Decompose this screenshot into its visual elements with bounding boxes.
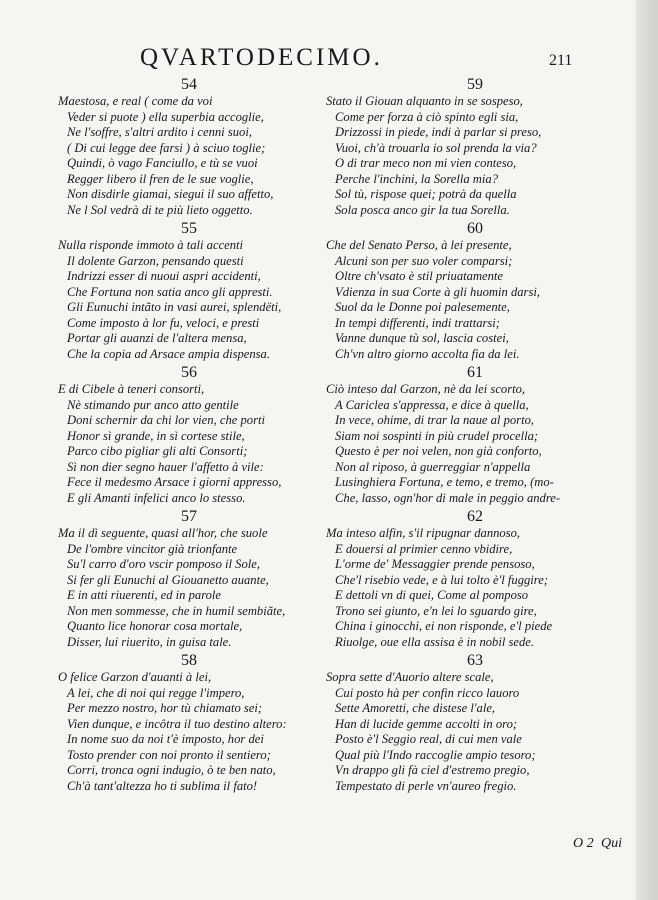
verse-line: Maestosa, e real ( come da voi — [58, 94, 213, 108]
verse-line: China i ginocchi, ei non risponde, e'l piede — [335, 619, 553, 633]
stanza — [58, 508, 320, 650]
verse-line: Han di lucide gemme accolti in oro; — [335, 716, 518, 731]
verse-line: Lusinghiera Fortuna, e temo, e tremo, (mo- — [335, 475, 554, 489]
verse-line: Quindi, ò vago Fanciullo, e tù se vuoi — [67, 156, 258, 170]
verse-line: Trono sei giunto, e'n lei lo sguardo gire, — [335, 603, 537, 618]
verse-line: Quanto lice honorar cosa mortale, — [67, 619, 243, 633]
verse-line: Doni schernir da chi lor vien, che porti — [67, 413, 265, 427]
verse-line: Cui posto hà per confin ricco lauoro — [335, 685, 520, 700]
verse-line: Non al riposo, à guerreggiar n'appella — [335, 459, 531, 474]
verse-line: Sì non dier segno hauer l'affetto à vile: — [67, 459, 264, 474]
verse-line: Questo è per noi velen, non già conforto, — [335, 444, 542, 458]
stanza — [326, 220, 624, 362]
verse-line: Ma il dì seguente, quasi all'hor, che suole — [58, 526, 268, 540]
stanza-number: 54 — [181, 76, 197, 93]
verse-line: Nulla risponde immoto à tali accenti — [58, 238, 244, 252]
verse-line: Riuolge, oue ella assisa è in nobil sede. — [335, 634, 535, 649]
verse-line: Ch'à tant'altezza ho ti sublima il fato! — [67, 778, 258, 793]
stanza-number: 59 — [467, 76, 483, 93]
verse-line: E douersi al primier cenno vbidire, — [335, 541, 513, 556]
verse-line: Che, lasso, ogn'hor di male in peggio andre- — [335, 490, 561, 505]
left-column — [58, 76, 320, 796]
stanza-number: 63 — [467, 652, 483, 669]
verse-line: Vanne dunque tù sol, lascia costei, — [335, 331, 509, 345]
stanza-number: 60 — [467, 220, 483, 237]
verse-line: Si fer gli Eunuchi al Giouanetto auante, — [67, 572, 269, 587]
verse-line: Come per forza à ciò spinto egli sia, — [335, 109, 519, 124]
stanza-number: 56 — [181, 364, 197, 381]
verse-line: Sopra sette d'Auorio altere scale, — [326, 670, 494, 684]
verse-line: Portar gli auanzi de l'altera mensa, — [67, 331, 247, 345]
verse-line: Il dolente Garzon, pensando questi — [67, 253, 244, 268]
verse-line: Sette Amoretti, che distese l'ale, — [335, 701, 496, 715]
stanza-number: 61 — [467, 364, 483, 381]
verse-line: E in atti riuerenti, ed in parole — [67, 588, 222, 602]
verse-line: In nome suo da noi t'è imposto, hor dei — [67, 732, 264, 746]
verse-line: Non disdirle giamai, siegui il suo affetto, — [67, 187, 274, 201]
verse-line: Regger libero il fren de le sue voglie, — [67, 171, 254, 186]
verse-line: Vdienza in sua Corte à gli huomin darsi, — [335, 284, 541, 299]
verse-line: Alcuni son per suo voler comparsi; — [335, 253, 513, 268]
verse-line: L'orme de' Messaggier prende pensoso, — [335, 557, 535, 571]
verse-line: Sola posca anco gir la tua Sorella. — [335, 202, 510, 217]
page-number: 211 — [549, 52, 573, 69]
scan-edge-shadow — [636, 0, 658, 900]
verse-line: Honor sì grande, in sì cortese stile, — [67, 428, 245, 443]
verse-line: Perche l'inchini, la Sorella mia? — [335, 171, 498, 186]
verse-line: Suol da le Donne poi palesemente, — [335, 300, 510, 314]
stanza — [326, 508, 624, 650]
verse-line: Vuoi, ch'à trouarla io sol prenda la via? — [335, 140, 537, 155]
verse-line: Ne l'soffre, s'altri ardito i cenni suoi, — [67, 125, 252, 139]
stanza — [58, 220, 320, 362]
stanza-number: 62 — [467, 508, 483, 525]
verse-line: De l'ombre vincitor già trionfante — [67, 541, 238, 556]
verse-line: Fece il medesmo Arsace i giorni appresso, — [67, 475, 282, 489]
stanza — [326, 652, 624, 794]
stanza-number: 58 — [181, 652, 197, 669]
verse-line: Per mezzo nostro, hor tù chiamato sei; — [67, 701, 263, 715]
verse-line: Che la copia ad Arsace ampia dispensa. — [67, 346, 271, 361]
verse-line: Ch'vn altro giorno accolta fia da lei. — [335, 346, 520, 361]
verse-line: Oltre ch'vsato è stil priuatamente — [335, 269, 504, 283]
stanza-number: 55 — [181, 220, 197, 237]
verse-line: Tempestato di perle vn'aureo fregio. — [335, 778, 517, 793]
verse-line: A Cariclea s'appressa, e dice à quella, — [335, 397, 529, 412]
verse-line: Indrizzi esser di nuoui aspri accidenti, — [67, 269, 261, 283]
verse-line: Vn drappo gli fà ciel d'estremo pregio, — [335, 763, 530, 777]
stanza — [58, 652, 320, 794]
verse-line: Che'l risebio vede, e à lui tolto è'l fuggire; — [335, 572, 549, 587]
stanza-number: 57 — [181, 508, 197, 525]
verse-line: Ciò inteso dal Garzon, nè da lei scorto, — [326, 382, 526, 396]
verse-line: Nè stimando pur anco atto gentile — [67, 397, 239, 412]
verse-line: Sol tù, rispose quei; potrà da quella — [335, 187, 517, 201]
verse-line: Disser, lui riuerito, in guisa tale. — [67, 634, 232, 649]
running-title: QVARTODECIMO. — [140, 44, 383, 71]
verse-line: ( Di cui legge dee farsi ) à sciuo toglie; — [67, 140, 266, 155]
verse-line: In tempi differenti, indi trattarsi; — [335, 315, 500, 330]
verse-line: Come imposto à lor fu, veloci, e presti — [67, 315, 260, 330]
stanza — [58, 76, 320, 218]
verse-line: Corri, tronca ogni indugio, ò te ben nato, — [67, 763, 276, 777]
verse-line: E dettoli vn di quei, Come al pomposo — [335, 588, 529, 602]
verse-line: Che Fortuna non satia anco gli appresti. — [67, 284, 273, 299]
verse-line: A lei, che di noi qui regge l'impero, — [67, 685, 245, 700]
verse-line: Ne l Sol vedrà di te più lieto oggetto. — [67, 202, 253, 217]
page-header — [0, 44, 658, 74]
verse-line: Su'l carro d'oro vscir pomposo il Sole, — [67, 557, 261, 571]
catchword: Qui — [601, 836, 622, 851]
stanza — [58, 364, 320, 506]
page-footer — [0, 836, 658, 856]
verse-line: Gli Eunuchi intãto in vasi aurei, splendëti, — [67, 300, 282, 314]
verse-line: Veder si puote ) ella superbia accoglie, — [67, 109, 264, 124]
verse-line: Stato il Giouan alquanto in se sospeso, — [326, 94, 523, 108]
verse-line: Drizzossi in piede, indi à parlar si preso, — [335, 125, 542, 139]
stanza — [326, 76, 624, 218]
verse-line: Vien dunque, e incôtra il tuo destino altero: — [67, 716, 287, 731]
verse-line: E di Cibele à teneri consorti, — [58, 382, 205, 396]
verse-line: O felice Garzon d'auanti à lei, — [58, 670, 212, 684]
verse-line: Che del Senato Perso, à lei presente, — [326, 238, 512, 252]
verse-line: Qual più l'Indo raccoglie ampio tesoro; — [335, 747, 536, 762]
verse-line: Tosto prender con noi pronto il sentiero; — [67, 747, 271, 762]
verse-line: Siam noi sospinti in più crudel procella; — [335, 428, 539, 443]
verse-line: Non men sommesse, che in humil sembiãte, — [67, 603, 286, 618]
verse-line: In vece, ohime, di trar la naue al porto, — [335, 413, 535, 427]
verse-line: Parco cibo pigliar gli alti Consorti; — [67, 444, 248, 458]
stanza — [326, 364, 624, 506]
verse-line: O di trar meco non mi vien conteso, — [335, 156, 517, 170]
verse-line: Ma inteso alfin, s'il ripugnar dannoso, — [326, 526, 521, 540]
verse-line: E gli Amanti infelici anco lo stesso. — [67, 490, 246, 505]
right-column — [326, 76, 624, 796]
signature-mark: O 2 — [573, 836, 594, 851]
verse-line: Posto è'l Seggio real, di cui men vale — [335, 732, 522, 746]
